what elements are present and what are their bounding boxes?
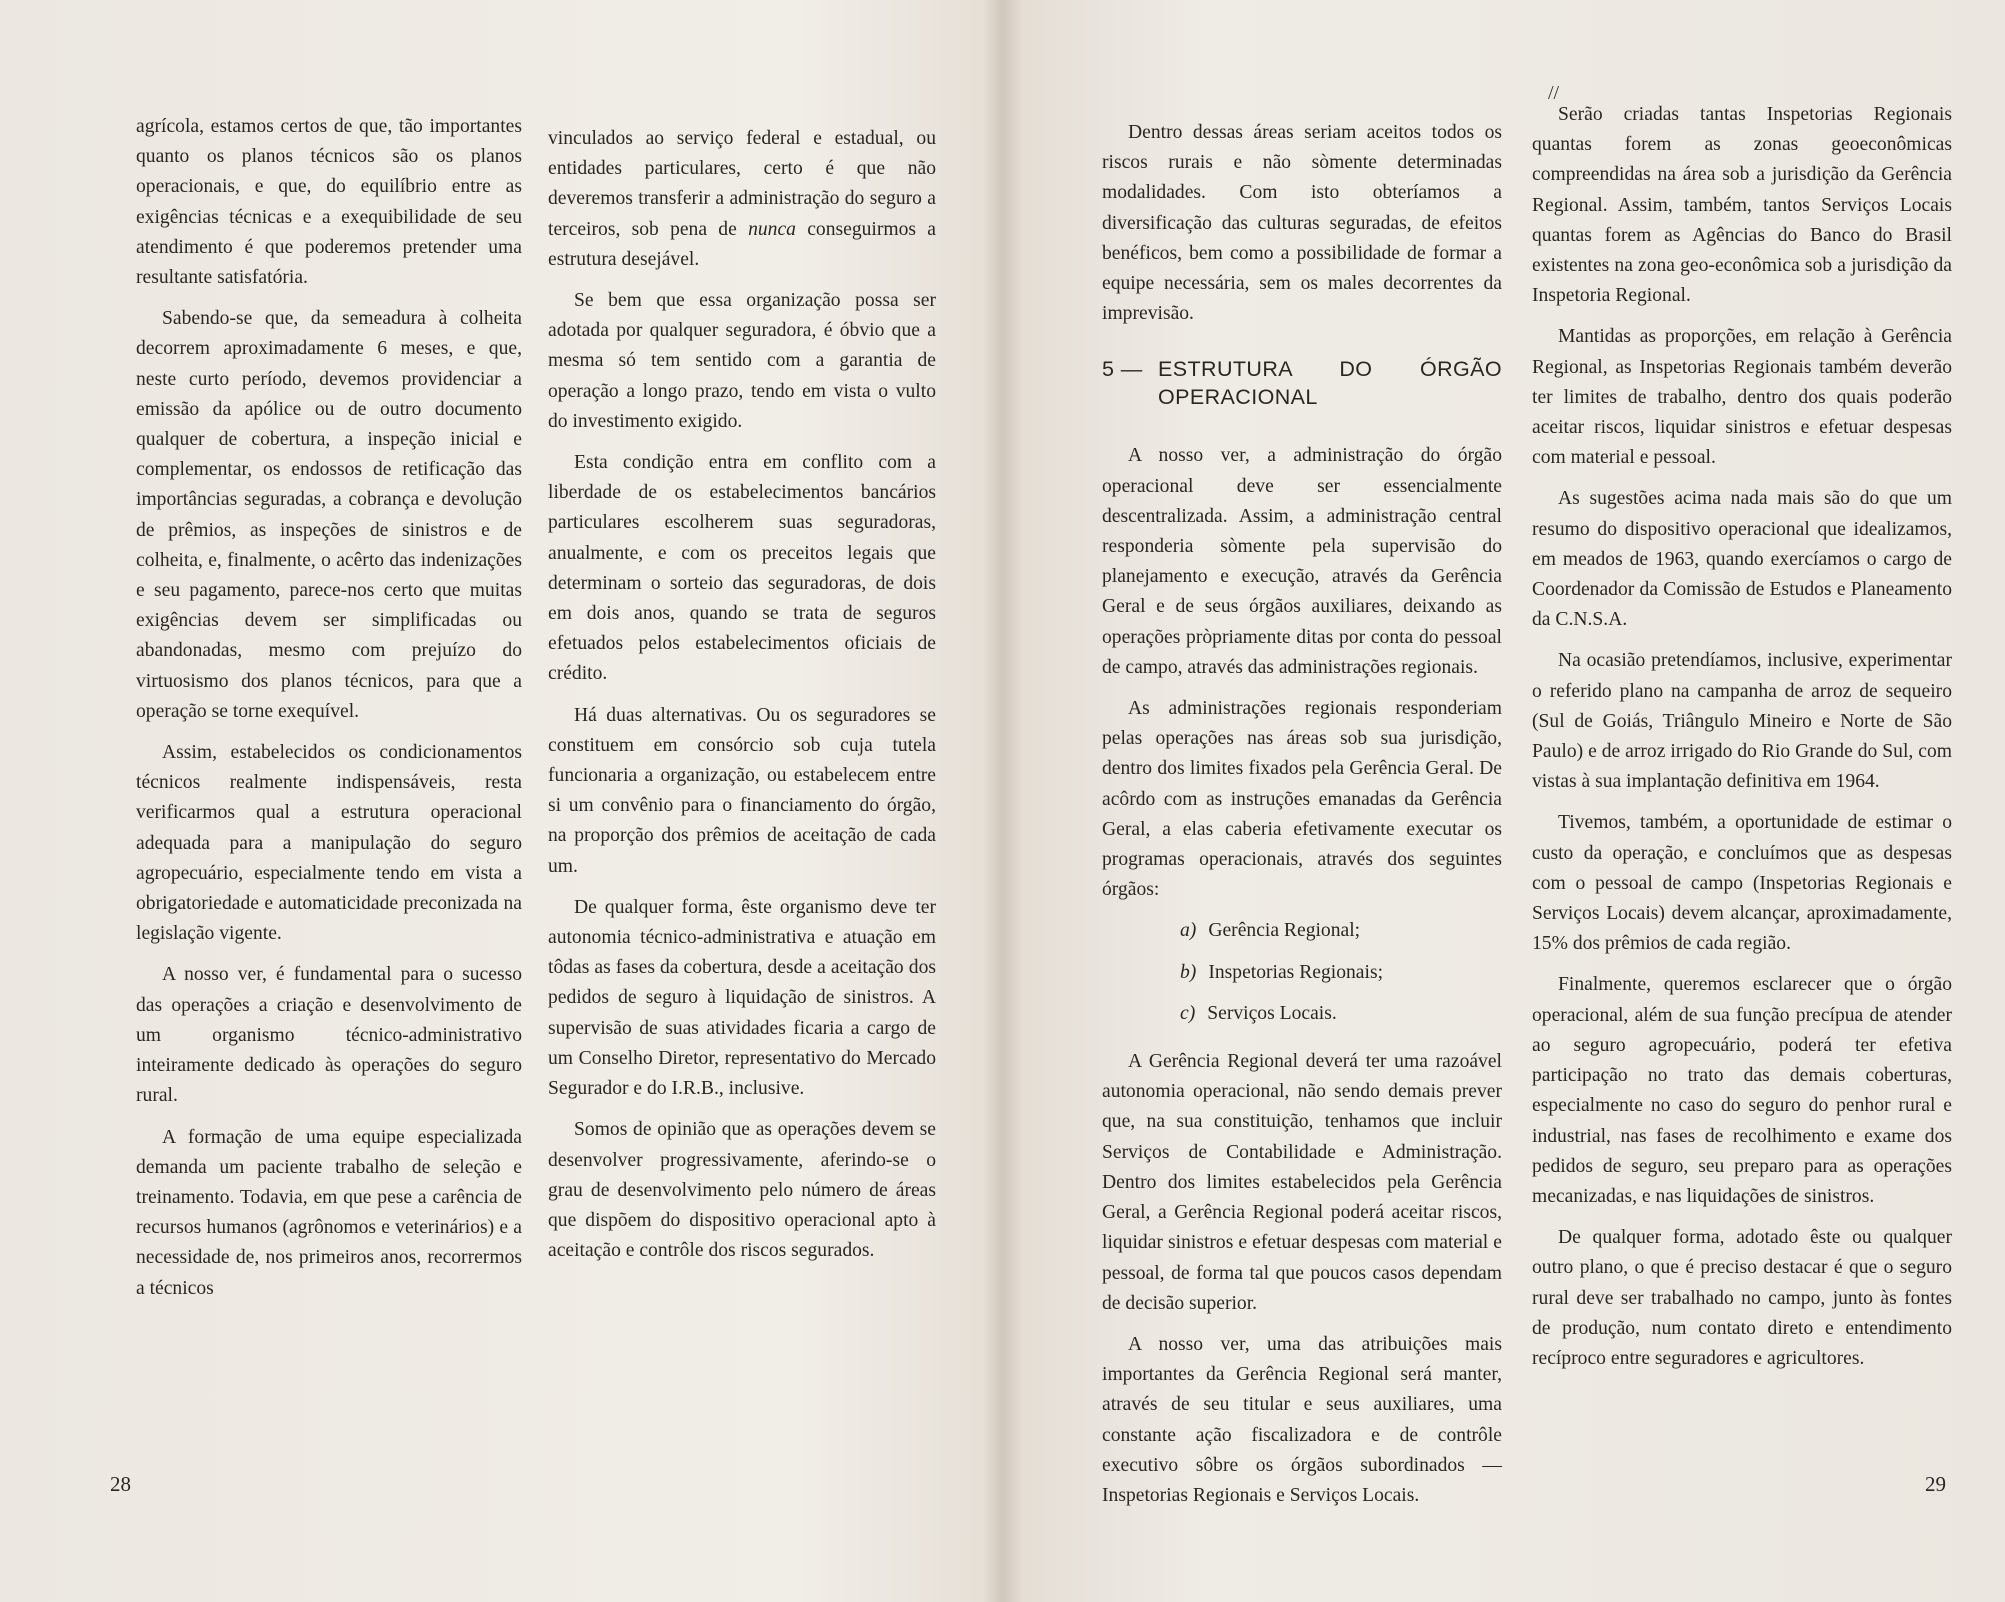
paragraph: agrícola, estamos certos de que, tão importantes quanto os planos técnicos são os planos operacionais, e que, do equilíbrio entre as exigências técnicas e a exequibilidade de seu atendimento é que poderemos pretender uma resultante satisfatória. <box>136 116 522 289</box>
list-item <box>1102 999 1502 1029</box>
paragraph: Somos de opinião que as operações devem se desenvolver progressivamente, aferindo-se o grau de desenvolvimento pelo número de áreas que dispõem do dispositivo operacional apto à aceitação e contrôle dos riscos segurados. <box>548 1119 936 1262</box>
paragraph: Há duas alternativas. Ou os seguradores se constituem em consórcio sob cuja tutela funcionaria a organização, ou estabelecem entre si um convênio para o financiamento do órgão, na proporção dos prêmios de aceitação de cada um. <box>548 704 936 877</box>
section-number: 5 — <box>1102 357 1143 382</box>
paragraph: A nosso ver, uma das atribuições mais importantes da Gerência Regional será manter, através de seu titular e seus auxiliares, uma constante ação fiscalizadora e de contrôle executivo sôbre os órgãos subordinados — Inspetorias Regionais e Serviços Locais. <box>1102 1333 1502 1506</box>
emphasis: nunca <box>748 218 796 240</box>
paragraph: Se bem que essa organização possa ser adotada por qualquer seguradora, é óbvio que a mesma só tem sentido com a garantia de operação a longo prazo, tendo em vista o vulto do investimento exigido. <box>548 290 936 432</box>
paragraph: As sugestões acima nada mais são do que um resumo do dispositivo operacional que idealizamos, em meados de 1963, quando exercíamos o cargo de Coordenador da Comissão de Estudos e Planeamento da C.N.S.A. <box>1532 488 1952 631</box>
margin-mark: // <box>1548 82 1560 104</box>
section-heading <box>1102 355 1502 411</box>
list-text: Gerência Regional; <box>1208 920 1361 942</box>
paragraph <box>548 124 936 275</box>
paragraph: Finalmente, queremos esclarecer que o órgão operacional, além de sua função precípua de atender ao seguro agropecuário, poderá ter efetiva participação no trato das demais coberturas, especialmente no caso do seguro do penhor rural e industrial, nas fases de recolhimento e exame dos pedidos de seguro, seu preparo para as operações mecanizadas, e nas liquidações de sinistros. <box>1532 974 1952 1207</box>
section-title: ESTRUTURA DO ÓRGÃO OPERACIONAL <box>1158 357 1502 410</box>
paragraph: A Gerência Regional deverá ter uma razoável autonomia operacional, não sendo demais prever que, na sua constituição, tenhamos que incluir Serviços de Contabilidade e Administração. Dentro dos limites estabelecidos pela Gerência Geral, a Gerência Regional poderá aceitar riscos, liquidar sinistros e efetuar despesas com material e pessoal, de forma tal que poucos casos dependam de decisão superior. <box>1102 1051 1502 1314</box>
text-run: conseguirmos a estrutura desejável. <box>548 218 936 270</box>
paragraph: Dentro dessas áreas seriam aceitos todos os riscos rurais e não sòmente determinadas modalidades. Com isto obteríamos a diversificação das culturas seguradas, de efeitos benéficos, bem como a possibilidade de formar a equipe necessária, sem os males decorrentes da imprevisão. <box>1102 122 1502 325</box>
right-page <box>1010 0 2005 1602</box>
list-letter: a) <box>1180 920 1197 942</box>
page-number-left: 28 <box>110 1472 131 1496</box>
paragraph: A formação de uma equipe especializada demanda um paciente trabalho de seleção e treinamento. Todavia, em que pese a carência de recursos humanos (agrônomos e veterinários) e a necessidade de, nos primeiros anos, recorrermos a técnicos <box>136 1126 522 1299</box>
paragraph: De qualquer forma, êste organismo deve ter autonomia técnico-administrativa e atuação em tôdas as fases da cobertura, desde a aceitação dos pedidos de seguro à liquidação de sinistros. A supervisão de suas atividades ficaria a cargo de um Conselho Diretor, representativo do Mercado Segurador e do I.R.B., inclusive. <box>548 896 936 1100</box>
paragraph: Sabendo-se que, da semeadura à colheita decorrem aproximadamente 6 meses, e que, neste curto período, devemos providenciar a emissão da apólice ou de outro documento qualquer de cobertura, a inspeção inicial e complementar, os endossos de retificação das importâncias seguradas, a cobrança e devolução de prêmios, as inspeções de sinistros e de colheita, e, finalmente, o acêrto das indenizações e seu pagamento, parece-nos certo que muitas exigências devem ser simplificadas ou abandonadas, mesmo com prejuízo do virtuosismo dos planos técnicos, para que a operação se torne exequível. <box>136 308 522 722</box>
list-text: Serviços Locais. <box>1207 1002 1337 1024</box>
left-column-2 <box>548 124 936 1277</box>
paragraph: Na ocasião pretendíamos, inclusive, experimentar o referido plano na campanha de arroz de sequeiro (Sul de Goiás, Triângulo Mineiro e Norte de São Paulo) e de arroz irrigado do Rio Grande do Sul, com vistas à sua implantação definitiva em 1964. <box>1532 650 1952 793</box>
left-column-1 <box>136 112 522 1315</box>
paragraph: As administrações regionais responderiam pelas operações nas áreas sob sua jurisdição, dentro dos limites fixados pela Gerência Geral. De acôrdo com as instruções emanadas da Gerência Geral, a elas caberia efetivamente executar os programas operacionais, através dos seguintes órgãos: <box>1102 698 1502 901</box>
list-text: Inspetorias Regionais; <box>1208 961 1384 983</box>
paragraph: De qualquer forma, adotado êste ou qualquer outro plano, o que é preciso destacar é que o seguro rural deve ser trabalhado no campo, junto às fontes de produção, num contato direto e entendimento recíproco entre seguradores e agricultores. <box>1532 1227 1952 1369</box>
paragraph: Mantidas as proporções, em relação à Gerência Regional, as Inspetorias Regionais também deverão ter limites de trabalho, dentro dos quais poderão aceitar riscos, liquidar sinistros e efetuar despesas com material e pessoal. <box>1532 326 1952 469</box>
paragraph: A nosso ver, é fundamental para o sucesso das operações a criação e desenvolvimento de um organismo técnico-administrativo inteiramente dedicado às operações do seguro rural. <box>136 964 522 1107</box>
right-column-1 <box>1102 118 1502 1522</box>
text-run: vinculados ao serviço federal e estadual, ou entidades particulares, certo é que não deveremos transferir a administração do seguro a terceiros, sob pena de <box>548 128 936 240</box>
left-page <box>0 0 1000 1602</box>
list-letter: b) <box>1180 961 1197 983</box>
paragraph: A nosso ver, a administração do órgão operacional deve ser essencialmente descentralizada. Assim, a administração central responderia sòmente pela supervisão do planejamento e execução, através da Gerência Geral e de seus órgãos auxiliares, deixando as operações pròpriamente ditas por conta do pessoal de campo, através das administrações regionais. <box>1102 445 1502 678</box>
list-letter: c) <box>1180 1002 1196 1024</box>
right-column-2 <box>1532 100 1952 1385</box>
paragraph: Assim, estabelecidos os condicionamentos técnicos realmente indispensáveis, resta verificarmos qual a estrutura operacional adequada para a manipulação do seguro agropecuário, especialmente tendo em vista a obrigatoriedade e automaticidade preconizada na legislação vigente. <box>136 742 522 945</box>
paragraph: Serão criadas tantas Inspetorias Regionais quantas forem as zonas geoeconômicas compreendidas na área sob a jurisdição da Gerência Regional. Assim, também, tantos Serviços Locais quantas forem as Agências do Banco do Brasil existentes na zona geo-econômica sob a jurisdição da Inspetoria Regional. <box>1532 104 1952 307</box>
paragraph: Esta condição entra em conflito com a liberdade de os estabelecimentos bancários particulares escolherem suas seguradoras, anualmente, e com os preceitos legais que determinam o sorteio das seguradoras, de dois em dois anos, quando se trata de seguros efetuados pelos estabelecimentos oficiais de crédito. <box>548 452 936 685</box>
paragraph: Tivemos, também, a oportunidade de estimar o custo da operação, e concluímos que as despesas com o pessoal de campo (Inspetorias Regionais e Serviços Locais) devem alcançar, aproximadamente, 15% dos prêmios de cada região. <box>1532 812 1952 955</box>
list-item <box>1102 916 1502 946</box>
list-item <box>1102 958 1502 988</box>
page-number-right: 29 <box>1925 1472 1946 1496</box>
